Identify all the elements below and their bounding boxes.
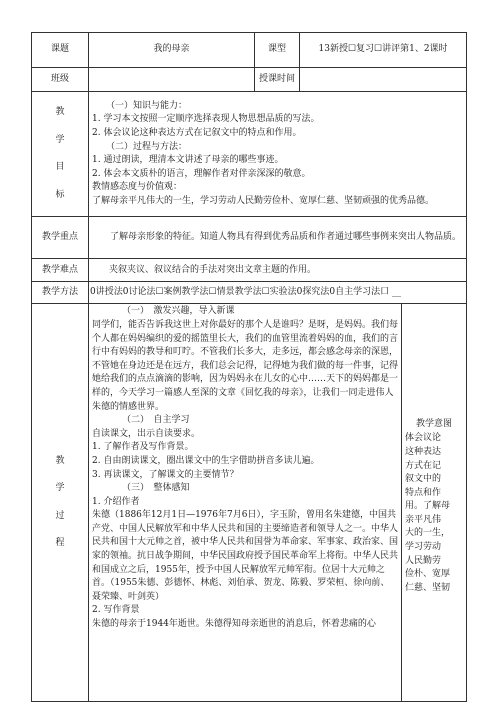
intent-line: 用。了解母: [405, 501, 451, 512]
topic-label: 课题: [32, 33, 89, 68]
difficulties-row: [32, 259, 467, 282]
intent-line: 特点和作: [405, 487, 442, 498]
intent-line: 体会议论: [405, 433, 442, 444]
process-row: [32, 304, 467, 702]
process-line: （二） 自主学习: [122, 415, 190, 426]
process-line: 3. 再读课文，了解课文的主要情节？: [92, 469, 239, 480]
process-line: 1. 了解作者及写作背景。: [92, 442, 194, 453]
class-value: [89, 68, 255, 92]
intent-line: 仁慈、坚韧: [405, 582, 451, 593]
intent-line: 学习劳动: [405, 542, 442, 553]
goals-label-char: 标: [55, 189, 65, 200]
key-points-text: 了解母亲形象的特征。知道人物具有得到优秀品质和作者通过哪些事例来突出人物品质。: [89, 217, 467, 259]
goals-content: [89, 92, 467, 217]
topic-value: 我的母亲: [89, 33, 255, 68]
goals-line: （二）过程与方法：: [106, 141, 188, 152]
methods-label: 教学方法: [32, 282, 89, 304]
goals-label-char: 目: [55, 162, 65, 173]
difficulties-label: 教学难点: [32, 259, 89, 282]
goals-line: 了解母亲平凡伟大的一生，学习劳动人民勤劳俭朴、宽厚仁慈、坚韧顽强的优秀品德。: [92, 195, 435, 206]
goals-label-char: 教: [55, 107, 65, 117]
process-content: [89, 304, 402, 702]
process-label-char: 程: [55, 538, 65, 549]
intent-line: 大的一生，: [405, 528, 451, 539]
class-row: [32, 68, 467, 92]
goals-line: （一）知识与能力：: [106, 100, 188, 111]
process-label-char: 学: [55, 483, 65, 494]
process-line: 同学们，能否告诉我这世上对你最好的那个人是谁吗？是呀，是妈妈。我们每个人都在妈妈编织的爱的摇篮里长大，我们的血管里流着妈妈的血，我们的言行中有妈妈的教导和叮咛。不管我们长多大，走多远，都会感念母亲的深恩，不管她在身边还是在远方，我们总会记得，记得她为我们做的每一件事，记得她给我们的点点滴滴的影响，因为妈妈永在儿女的心中……天下的妈妈都是一样的，今天学习一篇感人至深的文章《回忆我的母亲》，让我们一同走进伟人朱德的情感世界。: [92, 319, 399, 412]
process-label: [32, 304, 89, 702]
process-line: 自读课文，出示自读要求。: [92, 428, 201, 439]
process-line: 2. 自由朗读课文，圈出课文中的生字借助拼音多读儿遍。: [92, 455, 320, 466]
teaching-intent: [402, 304, 467, 702]
process-line: （一） 激发兴趣，导入新课: [122, 306, 235, 317]
goals-label-char: 学: [55, 134, 65, 145]
difficulties-text: 夹叙夹议、叙议结合的手法对突出文章主题的作用。: [89, 259, 467, 282]
goals-line: 1. 通过朗读，理清本文讲述了母亲的哪些事迹。: [92, 155, 284, 166]
methods-text: 0讲授法0讨论法☐案例教学法☐情景教学法☐实验法0探究法0自主学习法口 __: [89, 282, 467, 304]
process-line: 2. 写作背景: [92, 605, 140, 616]
intent-line: 叙文中的: [405, 474, 442, 485]
intent-line: 亲平凡伟: [405, 514, 442, 525]
lesson-plan-sheet: [31, 32, 466, 702]
time-label: 授课时间: [255, 68, 300, 92]
goals-row: [32, 92, 467, 217]
intent-line: 方式在记: [405, 460, 442, 471]
process-line: 朱德的母亲于1944年逝世。朱德得知母亲逝世的消息后，怀着悲痛的心: [92, 619, 376, 630]
intent-line: 这种表达: [405, 446, 442, 457]
process-label-char: 教: [55, 455, 65, 466]
type-label: 课型: [255, 33, 300, 68]
goals-line: 2. 体会议论这种表达方式在记叙文中的特点和作用。: [92, 128, 302, 138]
intent-line: 俭朴、宽厚: [405, 569, 451, 580]
goals-line: 教情感态度与价值观：: [92, 182, 183, 193]
methods-row: [32, 282, 467, 304]
intent-line: 教学意图: [416, 419, 453, 430]
goals-label: [32, 92, 89, 217]
process-label-char: 过: [55, 510, 65, 521]
time-value: [300, 68, 467, 92]
intent-line: 人民勤劳: [405, 555, 442, 566]
process-line: 朱德（1886年12月1日—1976年7月6日），字玉阶，曾用名朱建德，中国共产党、中国人民解放军和中华人民共和国的主要缔造者和领导人之一。中华人民共和国十大元帅之首，被中华人民共和国誉为革命家、军事家、政治家、国家的领袖。抗日战争期间，中华民国政府授予国民革命军上将衔。中华人民共和国成立之后，1955年，授予中国人民解放军元帅军衔。位居十大元帅之首。（1955朱德、彭德怀、林彪、刘伯承、贺龙、陈毅、罗荣桓、徐向前、聂荣臻、叶剑英）: [92, 510, 399, 602]
goals-line: 1. 学习本文按照一定顺序选择表现人物思想品质的写法。: [92, 114, 320, 125]
goals-line: 2. 体会本文质朴的语言，理解作者对伴亲深深的敬意。: [92, 168, 311, 179]
type-value: 13新授☐复习☐讲评第1、2课时: [300, 33, 467, 68]
header-row: [32, 33, 467, 68]
process-line: （三） 整体感知: [122, 483, 190, 494]
lesson-plan-table: [31, 32, 467, 702]
process-line: 1. 介绍作者: [92, 496, 140, 507]
key-points-label: 教学重点: [32, 217, 89, 259]
key-points-row: [32, 217, 467, 259]
class-label: 班级: [32, 68, 89, 92]
